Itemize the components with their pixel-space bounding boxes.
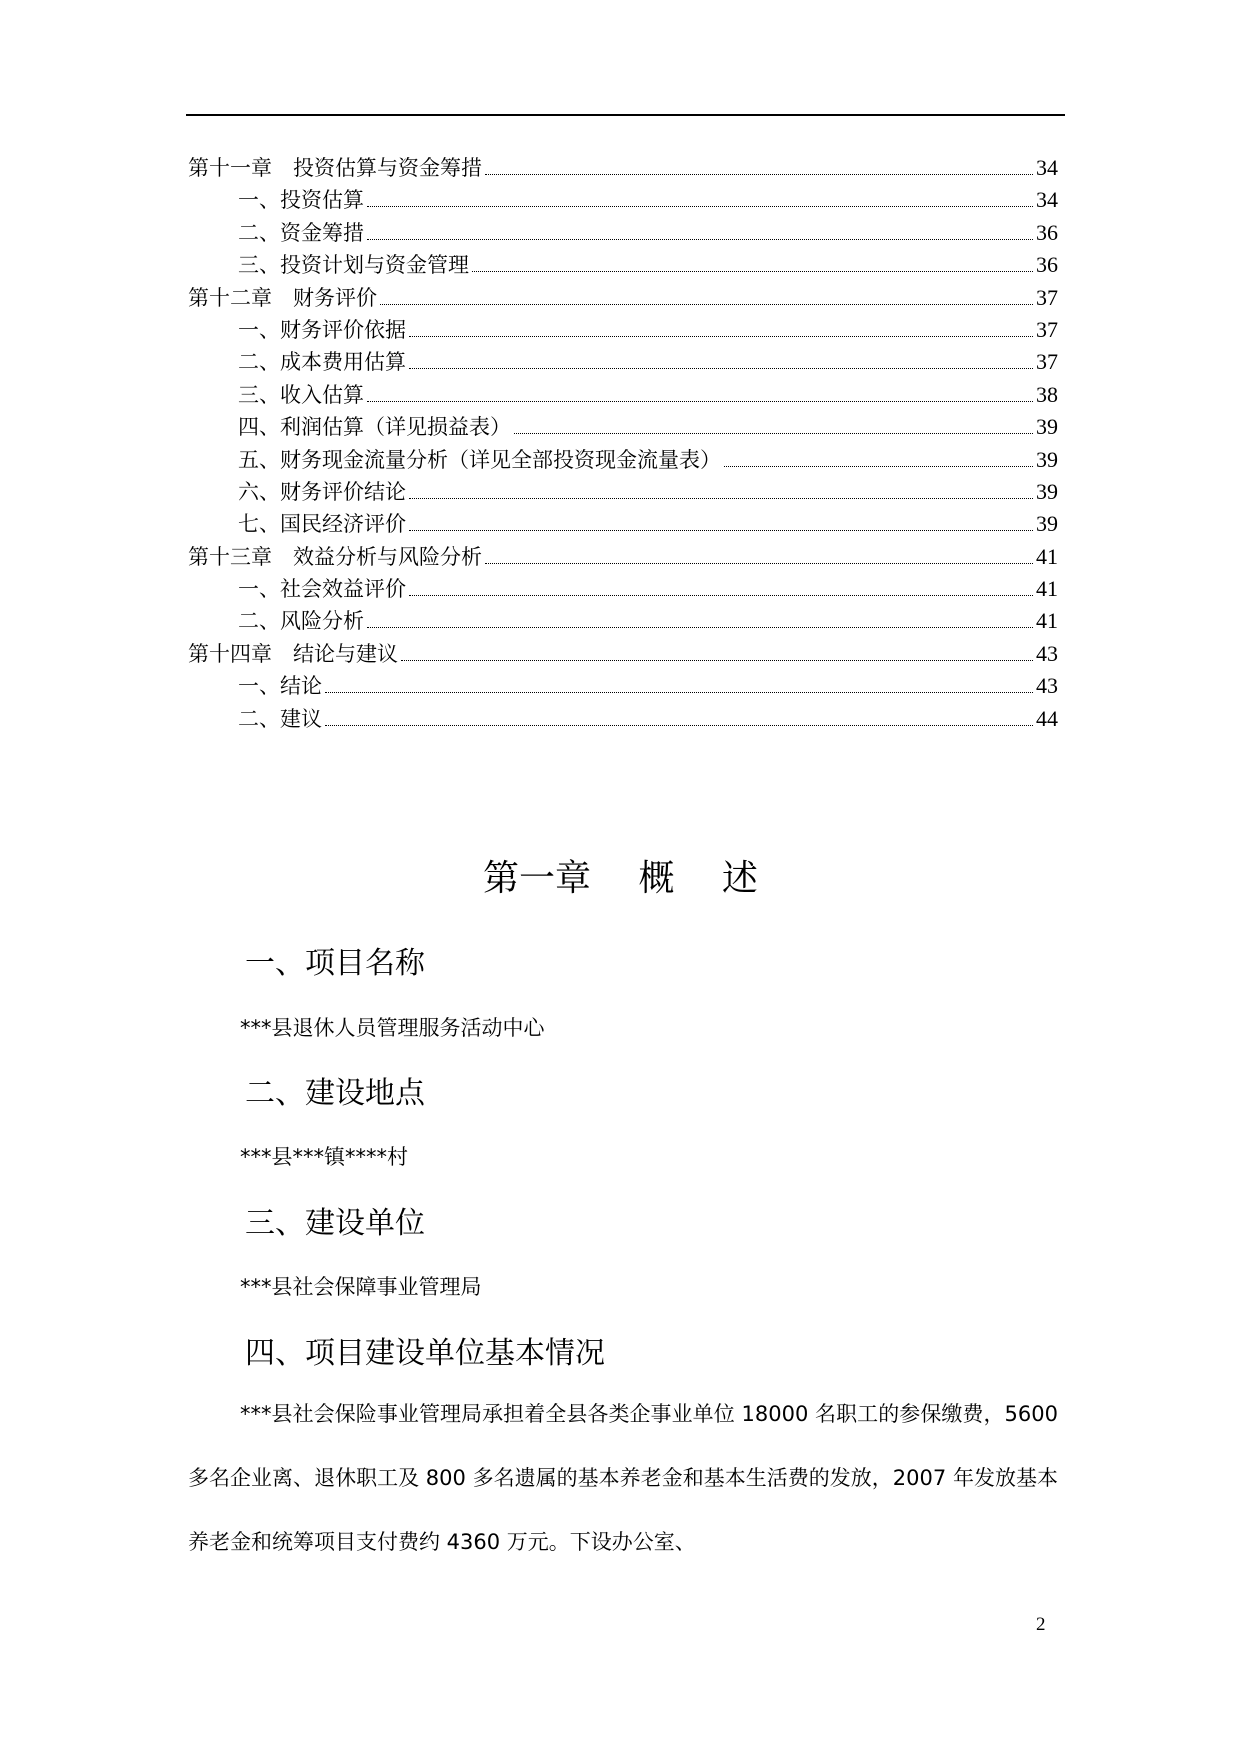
toc-leader-dots xyxy=(409,335,1033,337)
toc-label: 一、财务评价依据 xyxy=(238,317,406,342)
section-heading-location: 二、建设地点 xyxy=(245,1076,425,1111)
section-heading-project-name: 一、项目名称 xyxy=(245,946,425,981)
toc-page-number: 39 xyxy=(1036,414,1058,440)
toc-page-number: 41 xyxy=(1036,608,1058,634)
toc-entry[interactable] xyxy=(188,573,1058,605)
toc-page-number: 43 xyxy=(1036,673,1058,699)
toc-entry[interactable] xyxy=(188,249,1058,281)
toc-entry[interactable] xyxy=(188,379,1058,411)
toc-label: 二、成本费用估算 xyxy=(238,350,406,375)
toc-label: 七、国民经济评价 xyxy=(238,512,406,537)
toc-page-number: 36 xyxy=(1036,252,1058,278)
toc-label: 第十一章 投资估算与资金筹措 xyxy=(188,156,482,180)
section-heading-builder: 三、建设单位 xyxy=(245,1206,425,1241)
toc-entry[interactable] xyxy=(188,184,1058,216)
toc-label: 四、利润估算（详见损益表） xyxy=(238,415,511,440)
toc-leader-dots xyxy=(367,400,1033,402)
toc-leader-dots xyxy=(472,270,1033,272)
toc-label: 第十三章 效益分析与风险分析 xyxy=(188,544,482,569)
toc-leader-dots xyxy=(485,562,1033,564)
toc-leader-dots xyxy=(409,529,1033,531)
toc-leader-dots xyxy=(409,497,1033,499)
page-number: 2 xyxy=(1036,1614,1046,1635)
toc-page-number: 43 xyxy=(1036,640,1058,666)
toc-leader-dots xyxy=(367,626,1033,628)
toc-leader-dots xyxy=(325,691,1033,693)
section-text-builder: ***县社会保障事业管理局 xyxy=(240,1275,482,1299)
table-of-contents xyxy=(188,152,1058,735)
toc-leader-dots xyxy=(485,173,1033,175)
toc-label: 一、结论 xyxy=(238,674,322,699)
toc-label: 五、财务现金流量分析（详见全部投资现金流量表） xyxy=(238,447,721,472)
toc-label: 六、财务评价结论 xyxy=(238,479,406,504)
toc-entry[interactable] xyxy=(188,476,1058,508)
toc-leader-dots xyxy=(401,659,1033,661)
toc-entry[interactable] xyxy=(188,314,1058,346)
toc-leader-dots xyxy=(409,594,1033,596)
body-paragraph: ***县社会保险事业管理局承担着全县各类企事业单位 18000 名职工的参保缴费，5600 多名企业离、退休职工及 800 多名遗属的基本养老金和基本生活费的发放，2007 年发放基本养老金和统筹项目支付费约 4360 万元。下设办公室、 xyxy=(188,1402,1058,1554)
toc-label: 二、资金筹措 xyxy=(238,220,364,245)
toc-label: 第十二章 财务评价 xyxy=(188,285,377,310)
toc-page-number: 39 xyxy=(1036,446,1058,472)
toc-entry[interactable] xyxy=(188,282,1058,314)
toc-label: 第十四章 结论与建议 xyxy=(188,641,398,666)
section-text-project-name: ***县退休人员管理服务活动中心 xyxy=(240,1016,545,1040)
toc-label: 三、收入估算 xyxy=(238,382,364,407)
toc-page-number: 39 xyxy=(1036,478,1058,504)
toc-leader-dots xyxy=(724,465,1033,467)
toc-entry[interactable] xyxy=(188,444,1058,476)
toc-page-number: 34 xyxy=(1036,155,1058,180)
toc-label: 一、社会效益评价 xyxy=(238,577,406,602)
toc-leader-dots xyxy=(367,205,1033,207)
toc-leader-dots xyxy=(514,432,1033,434)
toc-entry[interactable] xyxy=(188,541,1058,573)
toc-leader-dots xyxy=(409,367,1033,369)
toc-page-number: 41 xyxy=(1036,576,1058,602)
toc-label: 二、建议 xyxy=(238,706,322,731)
toc-page-number: 37 xyxy=(1036,284,1058,310)
section-heading-builder-info: 四、项目建设单位基本情况 xyxy=(245,1336,605,1371)
toc-entry[interactable] xyxy=(188,670,1058,702)
toc-leader-dots xyxy=(367,238,1033,240)
toc-label: 二、风险分析 xyxy=(238,609,364,634)
toc-page-number: 38 xyxy=(1036,381,1058,407)
section-text-location: ***县***镇****村 xyxy=(240,1145,408,1169)
toc-entry[interactable] xyxy=(188,411,1058,443)
toc-entry[interactable] xyxy=(188,508,1058,540)
toc-leader-dots xyxy=(325,724,1033,726)
toc-entry[interactable] xyxy=(188,152,1058,184)
toc-page-number: 34 xyxy=(1036,187,1058,213)
toc-entry[interactable] xyxy=(188,346,1058,378)
toc-page-number: 36 xyxy=(1036,219,1058,245)
toc-page-number: 37 xyxy=(1036,349,1058,375)
header-rule xyxy=(186,114,1065,116)
toc-page-number: 41 xyxy=(1036,543,1058,569)
toc-entry[interactable] xyxy=(188,638,1058,670)
toc-label: 一、投资估算 xyxy=(238,188,364,213)
toc-page-number: 39 xyxy=(1036,511,1058,537)
toc-entry[interactable] xyxy=(188,217,1058,249)
toc-entry[interactable] xyxy=(188,605,1058,637)
toc-entry[interactable] xyxy=(188,703,1058,735)
toc-page-number: 44 xyxy=(1036,705,1058,731)
toc-page-number: 37 xyxy=(1036,316,1058,342)
chapter-title: 第一章 概 述 xyxy=(483,858,758,899)
toc-label: 三、投资计划与资金管理 xyxy=(238,253,469,278)
toc-leader-dots xyxy=(380,303,1033,305)
